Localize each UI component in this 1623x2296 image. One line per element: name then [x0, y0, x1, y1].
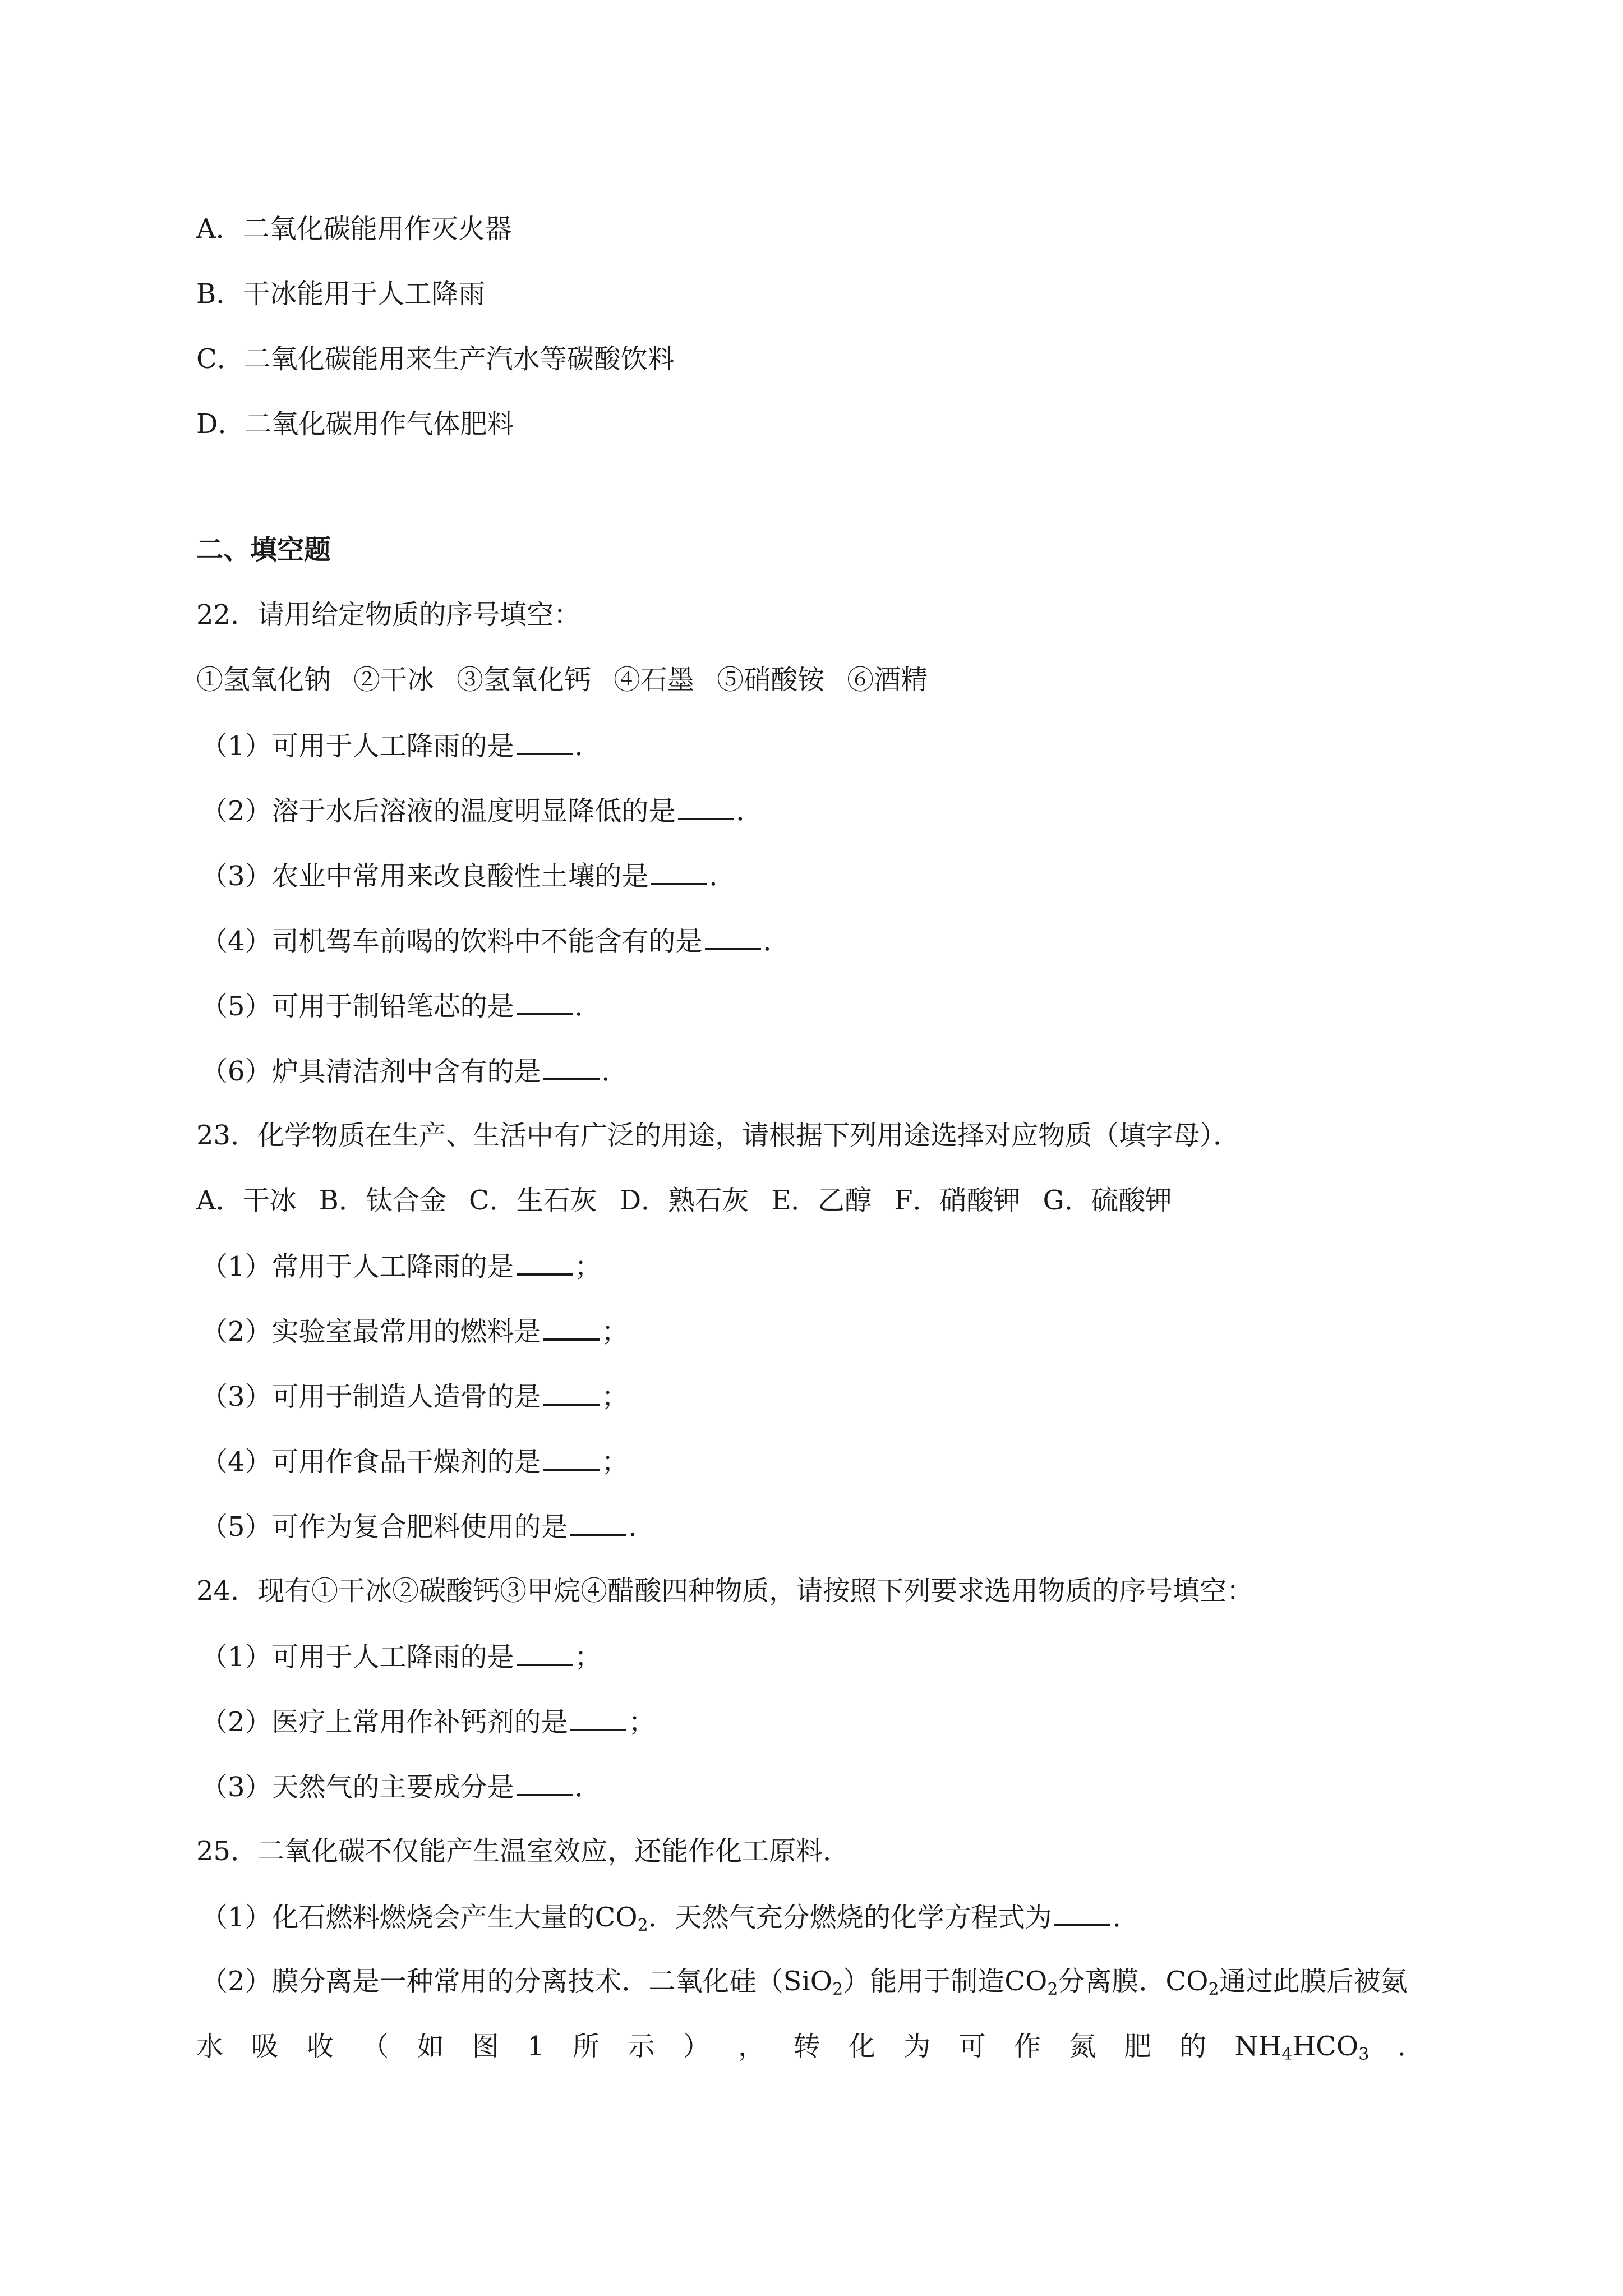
- q25-item-2-continued: 水 吸 收 （ 如 图 1 所 示 ） ， 转 化 为 可 作 氮 肥 的 $NH_4HCO_3$ ．: [196, 2031, 1424, 2064]
- q23-item-2: （2）实验室最常用的燃料是 ；: [201, 1314, 629, 1349]
- q21-option-d: D．二氧化碳用作气体肥料: [196, 408, 514, 440]
- q22-item-4: （4）司机驾车前喝的饮料中不能含有的是 ．: [201, 923, 790, 958]
- answer-blank[interactable]: [543, 1444, 600, 1471]
- answer-blank[interactable]: [517, 988, 573, 1015]
- answer-blank[interactable]: [543, 1314, 600, 1341]
- q23-choice: D．熟石灰: [619, 1185, 749, 1216]
- answer-blank[interactable]: [517, 1639, 573, 1666]
- q21-option-b: B．干冰能用于人工降雨: [196, 278, 486, 310]
- q23-choice: G．硫酸钾: [1043, 1185, 1172, 1216]
- q22-substances: [196, 663, 950, 697]
- q23-choices: [196, 1184, 1195, 1217]
- q23-item-4: （4）可用作食品干燥剂的是 ；: [201, 1444, 629, 1479]
- answer-blank[interactable]: [570, 1704, 626, 1731]
- section-title: 二、填空题: [196, 534, 331, 565]
- answer-blank[interactable]: [651, 858, 707, 885]
- q22-item-5: （5）可用于制铅笔芯的是 ．: [201, 988, 602, 1023]
- answer-blank[interactable]: [517, 728, 573, 755]
- answer-blank[interactable]: [517, 1249, 573, 1276]
- answer-blank[interactable]: [705, 923, 761, 950]
- q22-substance: ③氢氧化钙: [457, 664, 592, 696]
- q25-stem: 25．二氧化碳不仅能产生温室效应，还能作化工原料．: [196, 1835, 850, 1867]
- q22-item-1: （1）可用于人工降雨的是 ．: [201, 728, 602, 763]
- answer-blank[interactable]: [678, 793, 734, 820]
- q24-item-2: （2）医疗上常用作补钙剂的是 ；: [201, 1704, 656, 1739]
- q24-item-3: （3）天然气的主要成分是 ．: [201, 1769, 602, 1804]
- q22-substance: ②干冰: [353, 664, 435, 696]
- q22-item-3: （3）农业中常用来改良酸性土壤的是 ．: [201, 858, 736, 893]
- q24-item-1: （1）可用于人工降雨的是 ；: [201, 1639, 602, 1674]
- q22-item-6: （6）炉具清洁剂中含有的是 ．: [201, 1053, 629, 1088]
- formula-nh4hco3: $NH_4HCO_3$: [1234, 2031, 1370, 2064]
- answer-blank[interactable]: [570, 1509, 626, 1536]
- q23-stem: 23．化学物质在生产、生活中有广泛的用途，请根据下列用途选择对应物质（填字母）．: [196, 1120, 1241, 1151]
- q22-substance: ①氢氧化钠: [196, 664, 331, 696]
- q23-choice: E．乙醇: [771, 1185, 872, 1216]
- q22-substance: ⑥酒精: [847, 664, 928, 696]
- answer-blank[interactable]: [1054, 1899, 1110, 1926]
- q22-substance: ⑤硝酸铵: [717, 664, 825, 696]
- q25-item-2: （2）膜分离是一种常用的分离技术．二氧化硅（SiO$_2$）能用于制造$CO_2$分离膜．$CO_2$通过此膜后被氨: [201, 1966, 1408, 1999]
- answer-blank[interactable]: [543, 1379, 600, 1406]
- q23-choice: A．干冰: [196, 1185, 297, 1216]
- answer-blank[interactable]: [517, 1769, 573, 1796]
- q23-choice: F．硝酸钾: [894, 1185, 1021, 1216]
- q23-choice: B．钛合金: [319, 1185, 446, 1216]
- answer-blank[interactable]: [543, 1053, 600, 1080]
- q23-item-5: （5）可作为复合肥料使用的是 ．: [201, 1509, 656, 1544]
- q22-substance: ④石墨: [614, 664, 695, 696]
- q22-item-2: （2）溶于水后溶液的温度明显降低的是 ．: [201, 793, 763, 828]
- q24-stem: 24．现有①干冰②碳酸钙③甲烷④醋酸四种物质，请按照下列要求选用物质的序号填空：: [196, 1575, 1254, 1607]
- q22-stem: 22．请用给定物质的序号填空：: [196, 599, 581, 631]
- q23-choice: C．生石灰: [468, 1185, 597, 1216]
- q23-item-3: （3）可用于制造人造骨的是 ；: [201, 1379, 629, 1414]
- q23-item-1: （1）常用于人工降雨的是 ；: [201, 1249, 602, 1283]
- q25-item-1: （1）化石燃料燃烧会产生大量的$CO_2$．天然气充分燃烧的化学方程式为 ．: [201, 1899, 1140, 1934]
- q21-option-a: A．二氧化碳能用作灭火器: [196, 213, 512, 245]
- q21-option-c: C．二氧化碳能用来生产汽水等碳酸饮料: [196, 343, 675, 375]
